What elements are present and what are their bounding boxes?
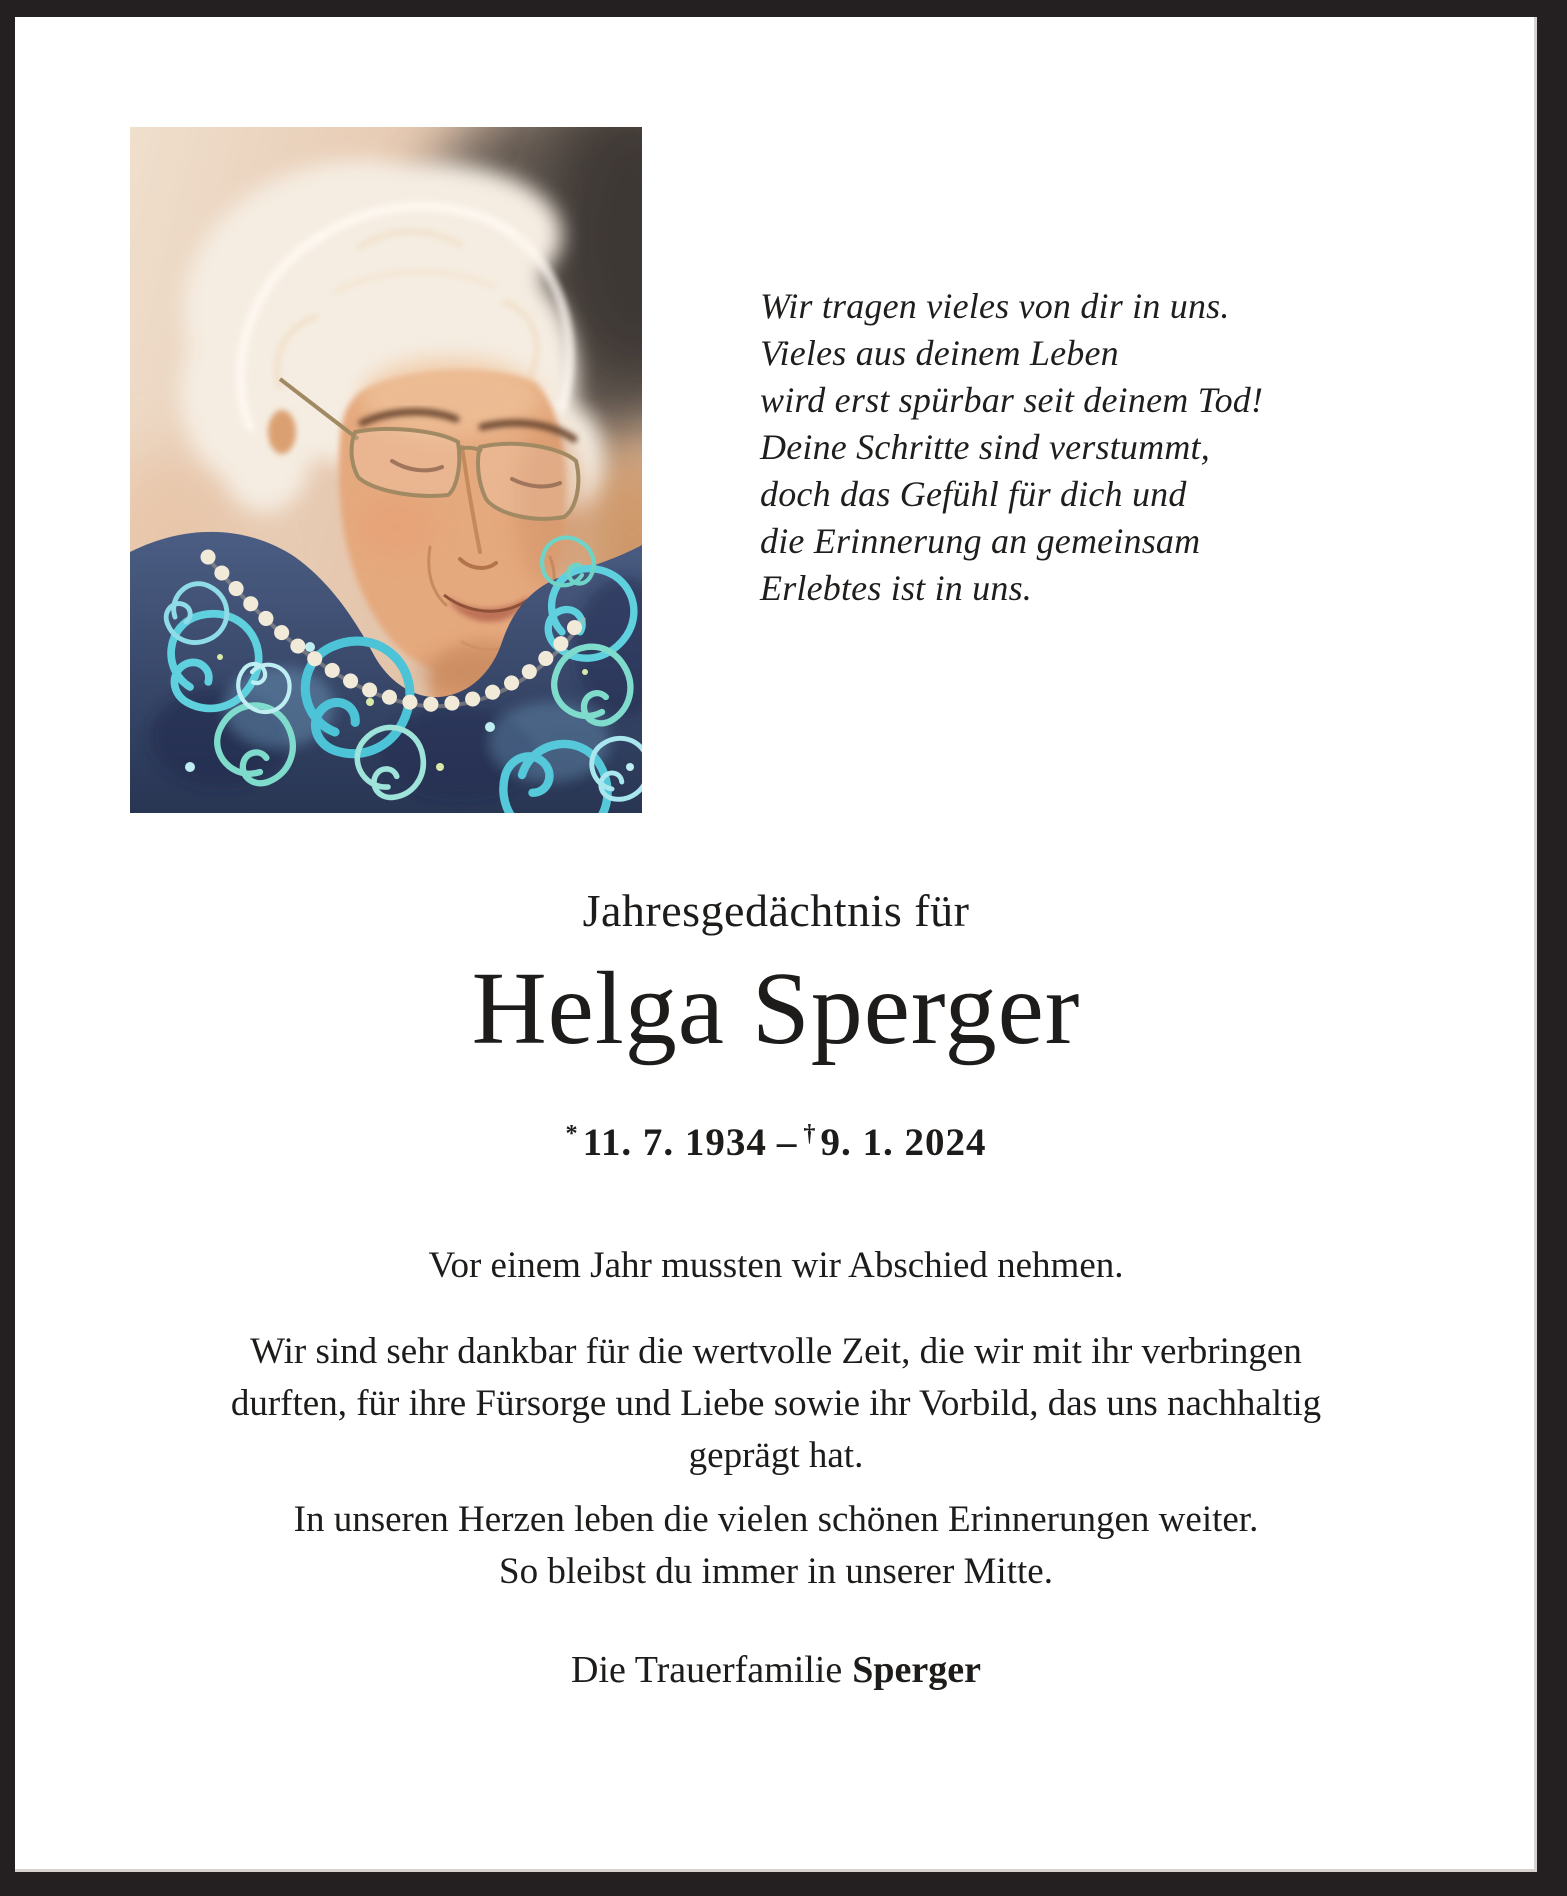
portrait-photo	[130, 127, 642, 813]
memorial-card	[15, 17, 1537, 1872]
paragraph-line: geprägt hat.	[688, 1435, 864, 1476]
memorial-verse	[760, 283, 1263, 612]
family-signature	[15, 1648, 1537, 1692]
death-cross-symbol: †	[803, 1120, 817, 1147]
verse-line: Deine Schritte sind verstummt,	[760, 427, 1210, 467]
verse-line: die Erinnerung an gemeinsam	[760, 521, 1201, 561]
paragraph-line: So bleibst du immer in unserer Mitte.	[499, 1551, 1053, 1592]
paragraph-anniversary	[15, 1240, 1537, 1292]
paragraph-gratitude	[15, 1326, 1537, 1482]
paragraph-line: In unseren Herzen leben die vielen schönen Erinnerungen weiter.	[293, 1499, 1259, 1540]
verse-line: wird erst spürbar seit deinem Tod!	[760, 380, 1264, 420]
signature-family-name: Sperger	[852, 1649, 981, 1691]
portrait-illustration	[130, 127, 642, 813]
signature-prefix: Die Trauerfamilie	[571, 1649, 843, 1691]
paragraph-remembrance	[15, 1494, 1537, 1598]
verse-line: Erlebtes ist in uns.	[760, 568, 1032, 608]
verse-line: Vieles aus deinem Leben	[760, 333, 1119, 373]
life-dates	[15, 1120, 1537, 1165]
birth-date: 11. 7. 1934	[582, 1121, 767, 1164]
verse-line: doch das Gefühl für dich und	[760, 474, 1187, 514]
paragraph-line: Wir sind sehr dankbar für die wertvolle Zeit, die wir mit ihr verbringen	[250, 1331, 1302, 1372]
verse-line: Wir tragen vieles von dir in uns.	[760, 286, 1230, 326]
death-date: 9. 1. 2024	[820, 1121, 987, 1164]
paragraph-line: durften, für ihre Fürsorge und Liebe sowie ihr Vorbild, das uns nachhaltig	[230, 1383, 1322, 1424]
deceased-name: Helga Sperger	[471, 951, 1081, 1066]
birth-star-symbol: *	[565, 1120, 579, 1147]
paragraph-line: Vor einem Jahr mussten wir Abschied nehmen.	[428, 1245, 1124, 1286]
dates-separator: –	[776, 1121, 798, 1164]
memorial-type-heading: Jahresgedächtnis für	[582, 885, 970, 936]
